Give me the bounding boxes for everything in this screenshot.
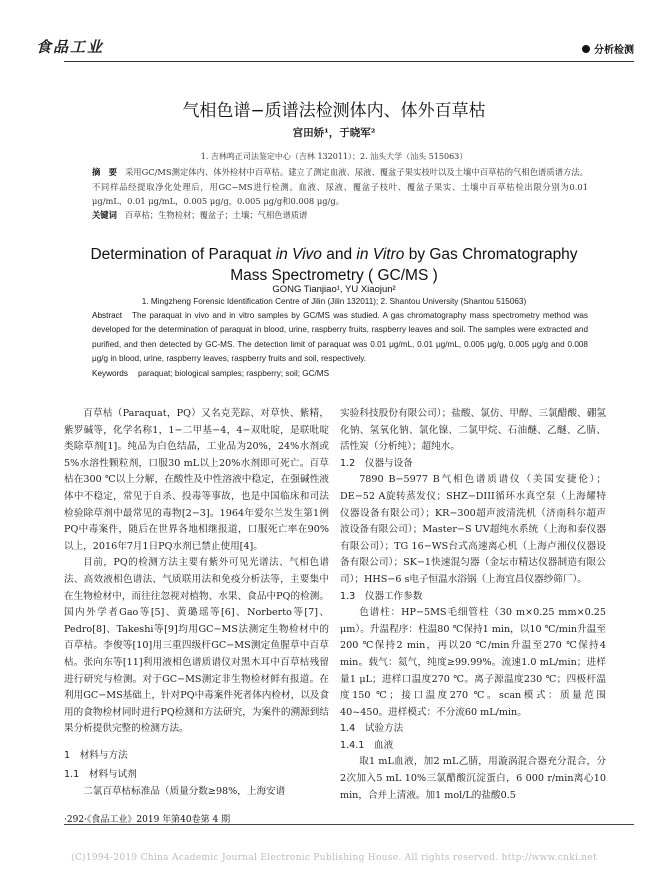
title-english-part1: Determination of Paraquat [90, 246, 276, 263]
paragraph-blood: 取1 mL血液，加2 mL乙腈，用漩涡混合器充分混合，分2次加入5 mL 10%三氯醋酸沉淀蛋白，6 000 r/min离心10 min，合并上清液。加1 mol/L的盐酸0.5 [340, 756, 606, 801]
affiliation-english: 1. Mingzheng Forensic Identification Centre of Jilin (Jilin 132011); 2. Shantou University (Shantou 515063) [141, 297, 527, 306]
title-chinese: 气相色谱−质谱法检测体内、体外百草枯 [182, 101, 486, 121]
copyright-watermark: (C)1994-2019 China Academic Journal Electronic Publishing House. All rights reserved. http://www.cnki.net [71, 853, 597, 863]
title-english-line2: Mass Spectrometry ( GC/MS ) [230, 267, 438, 284]
paragraph-reagents: 二氯百草枯标准品（质量分数≥98%，上海安谱 [83, 786, 286, 798]
heading-instruments: 1.2 仪器与设备 [340, 457, 413, 469]
paragraph-parameters: 色谱柱：HP−5MS毛细管柱（30 m×0.25 mm×0.25 μm）。升温程序：柱温80 ℃保持1 min，以10 ℃/min升温至200 ℃保持2 min，再以20 ℃/min升温至270 ℃保持4 min。载气：氦气，纯度≥99.99%。流速1.0 mL/min；进样量1 μL；进样口温度270 ℃。离子源温度230 ℃；四极杆温度150 ℃；接口温度270 ℃。scan模式：质量范围40~450。进样模式：不分流60 mL/min。 [340, 607, 606, 718]
heading-test-method: 1.4 试验方法 [340, 723, 404, 735]
abstract-english [92, 309, 588, 366]
authors-english: GONG Tianjiao¹, YU Xiaojun² [272, 284, 396, 295]
paragraph-reagents-cont: 实验科技股份有限公司）；盐酸、氯仿、甲醇、三氯醋酸、硼氢化钠、氢氧化钠、氯化镍、二氯甲烷、石油醚、乙醚、乙腈、活性炭（分析纯）；超纯水。 [340, 408, 606, 453]
abstract-text-chinese: 采用GC/MS测定体内、体外检材中百草枯。建立了测定血液、尿液、覆盆子果实枝叶以及土壤中百草枯的气相色谱质谱方法。不同样品经提取净化处理后，用GC−MS进行检测。血液、尿液、覆盆子枝叶、覆盆子果实、土壤中百草枯检出限分别为0.01 μg/mL，0.01 μg/mL，0.005 μg/g，0.005 μg/g和0.008 μg/g。 [92, 167, 588, 206]
authors-chinese: 宫田娇¹，于晓军² [292, 127, 376, 139]
abstract-label-english: Abstract [92, 311, 123, 320]
keywords-text-english: paraquat; biological samples; raspberry; soil; GC/MS [137, 369, 330, 378]
heading-materials-methods: 1 材料与方法 [64, 749, 128, 761]
body-column-left [64, 406, 329, 801]
paragraph-intro-1: 百草枯（Paraquat，PQ）又名克芜踪、对草快、紫精，紫罗碱等，化学名称1，1−二甲基−4，4−双吡啶，是联吡啶类除草剂[1]。纯品为白色结晶，工业品为20%，24%水剂或5%水溶性颗粒剂，口服30 mL以上20%水剂即可死亡。百草枯在300 ℃以上分解，在酸性及中性溶液中稳定，在强碱性液体中不稳定，常见于自杀、投毒等事故，也是中国临床和司法检验除草剂中最常见的毒物[2−3]。1964年爱尔兰发生第1例PQ中毒案件，随后在世界各地相继报道，口服死亡率在90%以上，2016年7月1日PQ水剂已禁止使用[4]。 [64, 408, 329, 552]
affiliation-chinese: 1. 吉林鸣正司法鉴定中心（吉林 132011）；2. 汕头大学（汕头 515063） [200, 152, 468, 161]
paragraph-intro-2: 目前，PQ的检测方法主要有紫外可见光谱法、气相色谱法、高效液相色谱法、气质联用法和免疫分析法等，主要集中在生物检材中，而往往忽视对植物、水果、食品中PQ的检测。国内外学者Gao等[5]、黄璐瑶等[6]、Norberto等[7]、Pedro[8]、Takeshi等[9]均用GC−MS法测定生物检材中的百草枯。李俊等[10]用三重四级杆GC−MS测定鱼腥草中百草枯。张向东等[11]利用液相色谱质谱仪对黑木耳中百草枯残留进行研究与检测。对于GC−MS测定非生物检材鲜有报道。在利用GC−MS基础上，针对PQ中毒案件死者体内检材，以及食用的食物检材同时进行PQ检测和方法研究，为案件的溯源到结果分析提供完整的检测方法。 [64, 557, 329, 735]
paragraph-instruments: 7890 B−5977 B气相色谱质谱仪（美国安捷伦）；DE−52 A旋转蒸发仪；SHZ−DIII循环水真空泵（上海耀特仪器设备有限公司）；KR−300超声波清洗机（济南科尔超声波设备有限公司）；Master−S UV超纯水系统（上海和泰仪器有限公司）；TG 16−WS台式高速离心机（上海卢湘仪仪器设备有限公司）；SK−1快速混匀器（金坛市精达仪器制造有限公司）；HHS−6 s电子恒温水浴锅（上海宜昌仪器纱筛厂）。 [340, 474, 606, 585]
journal-logo: 食品工业 [36, 38, 105, 56]
title-english-part2: and [321, 246, 357, 263]
abstract-chinese [92, 165, 588, 209]
footer-page-info: ·292·《食品工业》2019 年第40卷第 4 期 [64, 815, 231, 825]
footer-rule [64, 824, 634, 825]
abstract-text-english: The paraquat in vivo and in vitro samples by GC/MS was studied. A gas chromatography mass spectrometry method was developed for the determination of paraquat in blood, urine, raspberry fruits, raspberry leaves and soil. The samples were extracted and purified, and then detected by GC-MS. The detection limit of paraquat was 0.01 μg/mL, 0.01 μg/mL, 0.005 μg/g, 0.005 μg/g and 0.008 μg/g in blood, urine, raspberry leaves, raspberry fruits and soil, respectively. [92, 311, 588, 363]
title-english-in-vitro: in Vitro [356, 246, 405, 263]
keywords-chinese [92, 208, 588, 222]
section-label: 分析检测 [594, 45, 634, 56]
bullet-icon [582, 45, 590, 53]
keywords-label-chinese: 关键词 [92, 210, 117, 220]
keywords-text-chinese: 百草枯；生物检材；覆盆子；土壤；气相色谱质谱 [124, 210, 308, 220]
body-column-right [340, 406, 606, 804]
title-english [0, 244, 668, 286]
heading-blood: 1.4.1 血液 [340, 739, 394, 751]
heading-materials-reagents: 1.1 材料与试剂 [64, 769, 137, 781]
title-english-in-vivo: in Vivo [275, 246, 322, 263]
section-tag [582, 41, 634, 56]
keywords-english [92, 367, 588, 381]
header-rule [64, 61, 634, 62]
heading-parameters: 1.3 仪器工作参数 [340, 590, 423, 602]
abstract-label-chinese: 摘 要 [92, 167, 117, 177]
title-english-part3: by Gas Chromatography [404, 246, 578, 263]
keywords-label-english: Keywords [92, 369, 128, 378]
